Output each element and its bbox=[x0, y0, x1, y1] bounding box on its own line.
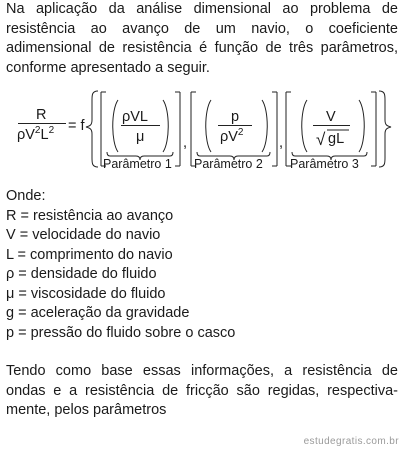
definition-item: L = comprimento do navio bbox=[6, 246, 173, 263]
problem-statement bbox=[6, 0, 398, 78]
param1-label: Parâmetro 1 bbox=[103, 157, 172, 171]
comma: , bbox=[183, 135, 188, 151]
site-watermark: estudegratis.com.br bbox=[303, 436, 399, 447]
param3-numerator: V bbox=[326, 109, 336, 125]
param2-den-exponent: 2 bbox=[237, 127, 244, 138]
intro-line: conforme apresentado a seguir. bbox=[6, 59, 210, 76]
intro-line: resistência ao avanço de um navio, o coeficiente bbox=[6, 20, 398, 37]
param1-numerator: ρVL bbox=[122, 109, 148, 125]
definition-item: p = pressão do fluido sobre o casco bbox=[6, 324, 236, 341]
function-symbol: = f bbox=[68, 118, 85, 134]
param2-label: Parâmetro 2 bbox=[194, 157, 263, 171]
definition-item: R = resistência ao avanço bbox=[6, 207, 174, 224]
param2-denominator bbox=[220, 127, 244, 145]
param3-denominator: gL bbox=[328, 131, 345, 147]
outro-line: ondas e a resistência de fricção são regidas, respectiva- bbox=[6, 382, 398, 399]
variable-definitions bbox=[6, 187, 398, 343]
question-text bbox=[6, 362, 398, 421]
outro-line: Tendo como base essas informações, a resistência de bbox=[6, 363, 398, 379]
definition-item: g = aceleração da gravidade bbox=[6, 305, 190, 321]
lhs-den-rho: ρV bbox=[17, 127, 35, 143]
param2-numerator: p bbox=[231, 109, 240, 125]
param3-label: Parâmetro 3 bbox=[290, 157, 359, 171]
lhs-den-length: L bbox=[40, 127, 49, 143]
definition-item: μ = viscosidade do fluido bbox=[6, 285, 166, 302]
param1-denominator: μ bbox=[136, 129, 145, 145]
resistance-formula bbox=[0, 86, 405, 176]
intro-line: adimensional de resistência é função de três parâmetros, bbox=[6, 40, 398, 56]
lhs-den-exponent: 2 bbox=[34, 125, 41, 136]
lhs-numerator: R bbox=[36, 107, 47, 123]
definition-item: V = velocidade do navio bbox=[6, 227, 161, 243]
param2-den-rho: ρV bbox=[220, 129, 238, 145]
sqrt-icon: √ bbox=[316, 130, 326, 149]
intro-line: Na aplicação da análise dimensional ao problema de bbox=[6, 1, 398, 17]
lhs-den-exponent: 2 bbox=[48, 125, 55, 136]
comma: , bbox=[279, 135, 284, 151]
lhs-denominator bbox=[17, 125, 55, 143]
outro-line: mente, pelos parâmetros bbox=[6, 402, 167, 418]
definitions-heading: Onde: bbox=[6, 188, 46, 204]
definition-item: ρ = densidade do fluido bbox=[6, 266, 157, 282]
